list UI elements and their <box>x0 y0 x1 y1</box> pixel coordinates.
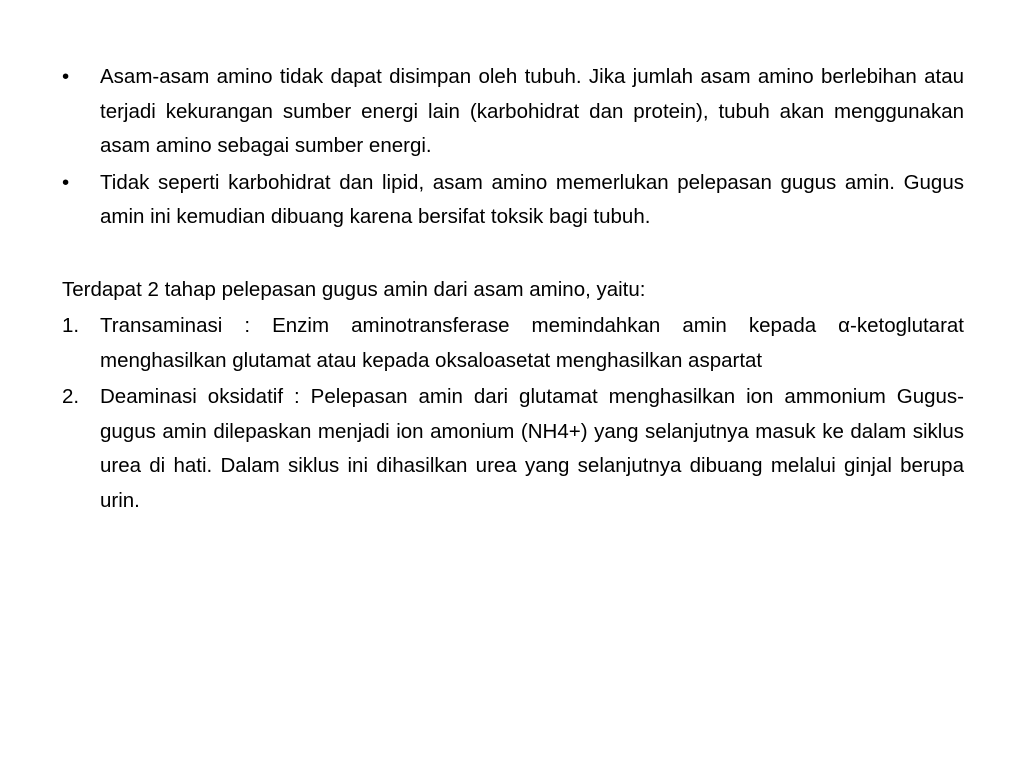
number-marker: 2. <box>62 385 80 408</box>
bullet-item <box>62 166 964 235</box>
bullet-item <box>62 60 964 164</box>
numbered-text: Transaminasi : Enzim aminotransferase memindahkan amin kepada α-ketoglutarat menghasilkan glutamat atau kepada oksaloasetat menghasilkan aspartat <box>100 314 964 372</box>
bullet-marker: • <box>62 170 70 194</box>
numbered-item <box>62 309 964 378</box>
numbered-item <box>62 380 964 518</box>
numbered-text: Deaminasi oksidatif : Pelepasan amin dari glutamat menghasilkan ion ammonium Gugus-gugus amin dilepaskan menjadi ion amonium (NH4+) yang selanjutnya masuk ke dalam siklus urea di hati. Dalam siklus ini dihasilkan urea yang selanjutnya dibuang melalui ginjal berupa urin. <box>100 385 964 512</box>
intro-paragraph: Terdapat 2 tahap pelepasan gugus amin dari asam amino, yaitu: <box>62 277 646 301</box>
number-marker: 1. <box>62 314 80 337</box>
slide-content <box>62 60 964 520</box>
bullet-text: Asam-asam amino tidak dapat disimpan oleh tubuh. Jika jumlah asam amino berlebihan atau terjadi kekurangan sumber energi lain (karbohidrat dan protein), tubuh akan menggunakan asam amino sebagai sumber energi. <box>100 65 964 157</box>
bullet-marker: • <box>62 65 70 88</box>
bullet-text: Tidak seperti karbohidrat dan lipid, asam amino memerlukan pelepasan gugus amin. Gugus amin ini kemudian dibuang karena bersifat toksik bagi tubuh. <box>100 170 964 228</box>
